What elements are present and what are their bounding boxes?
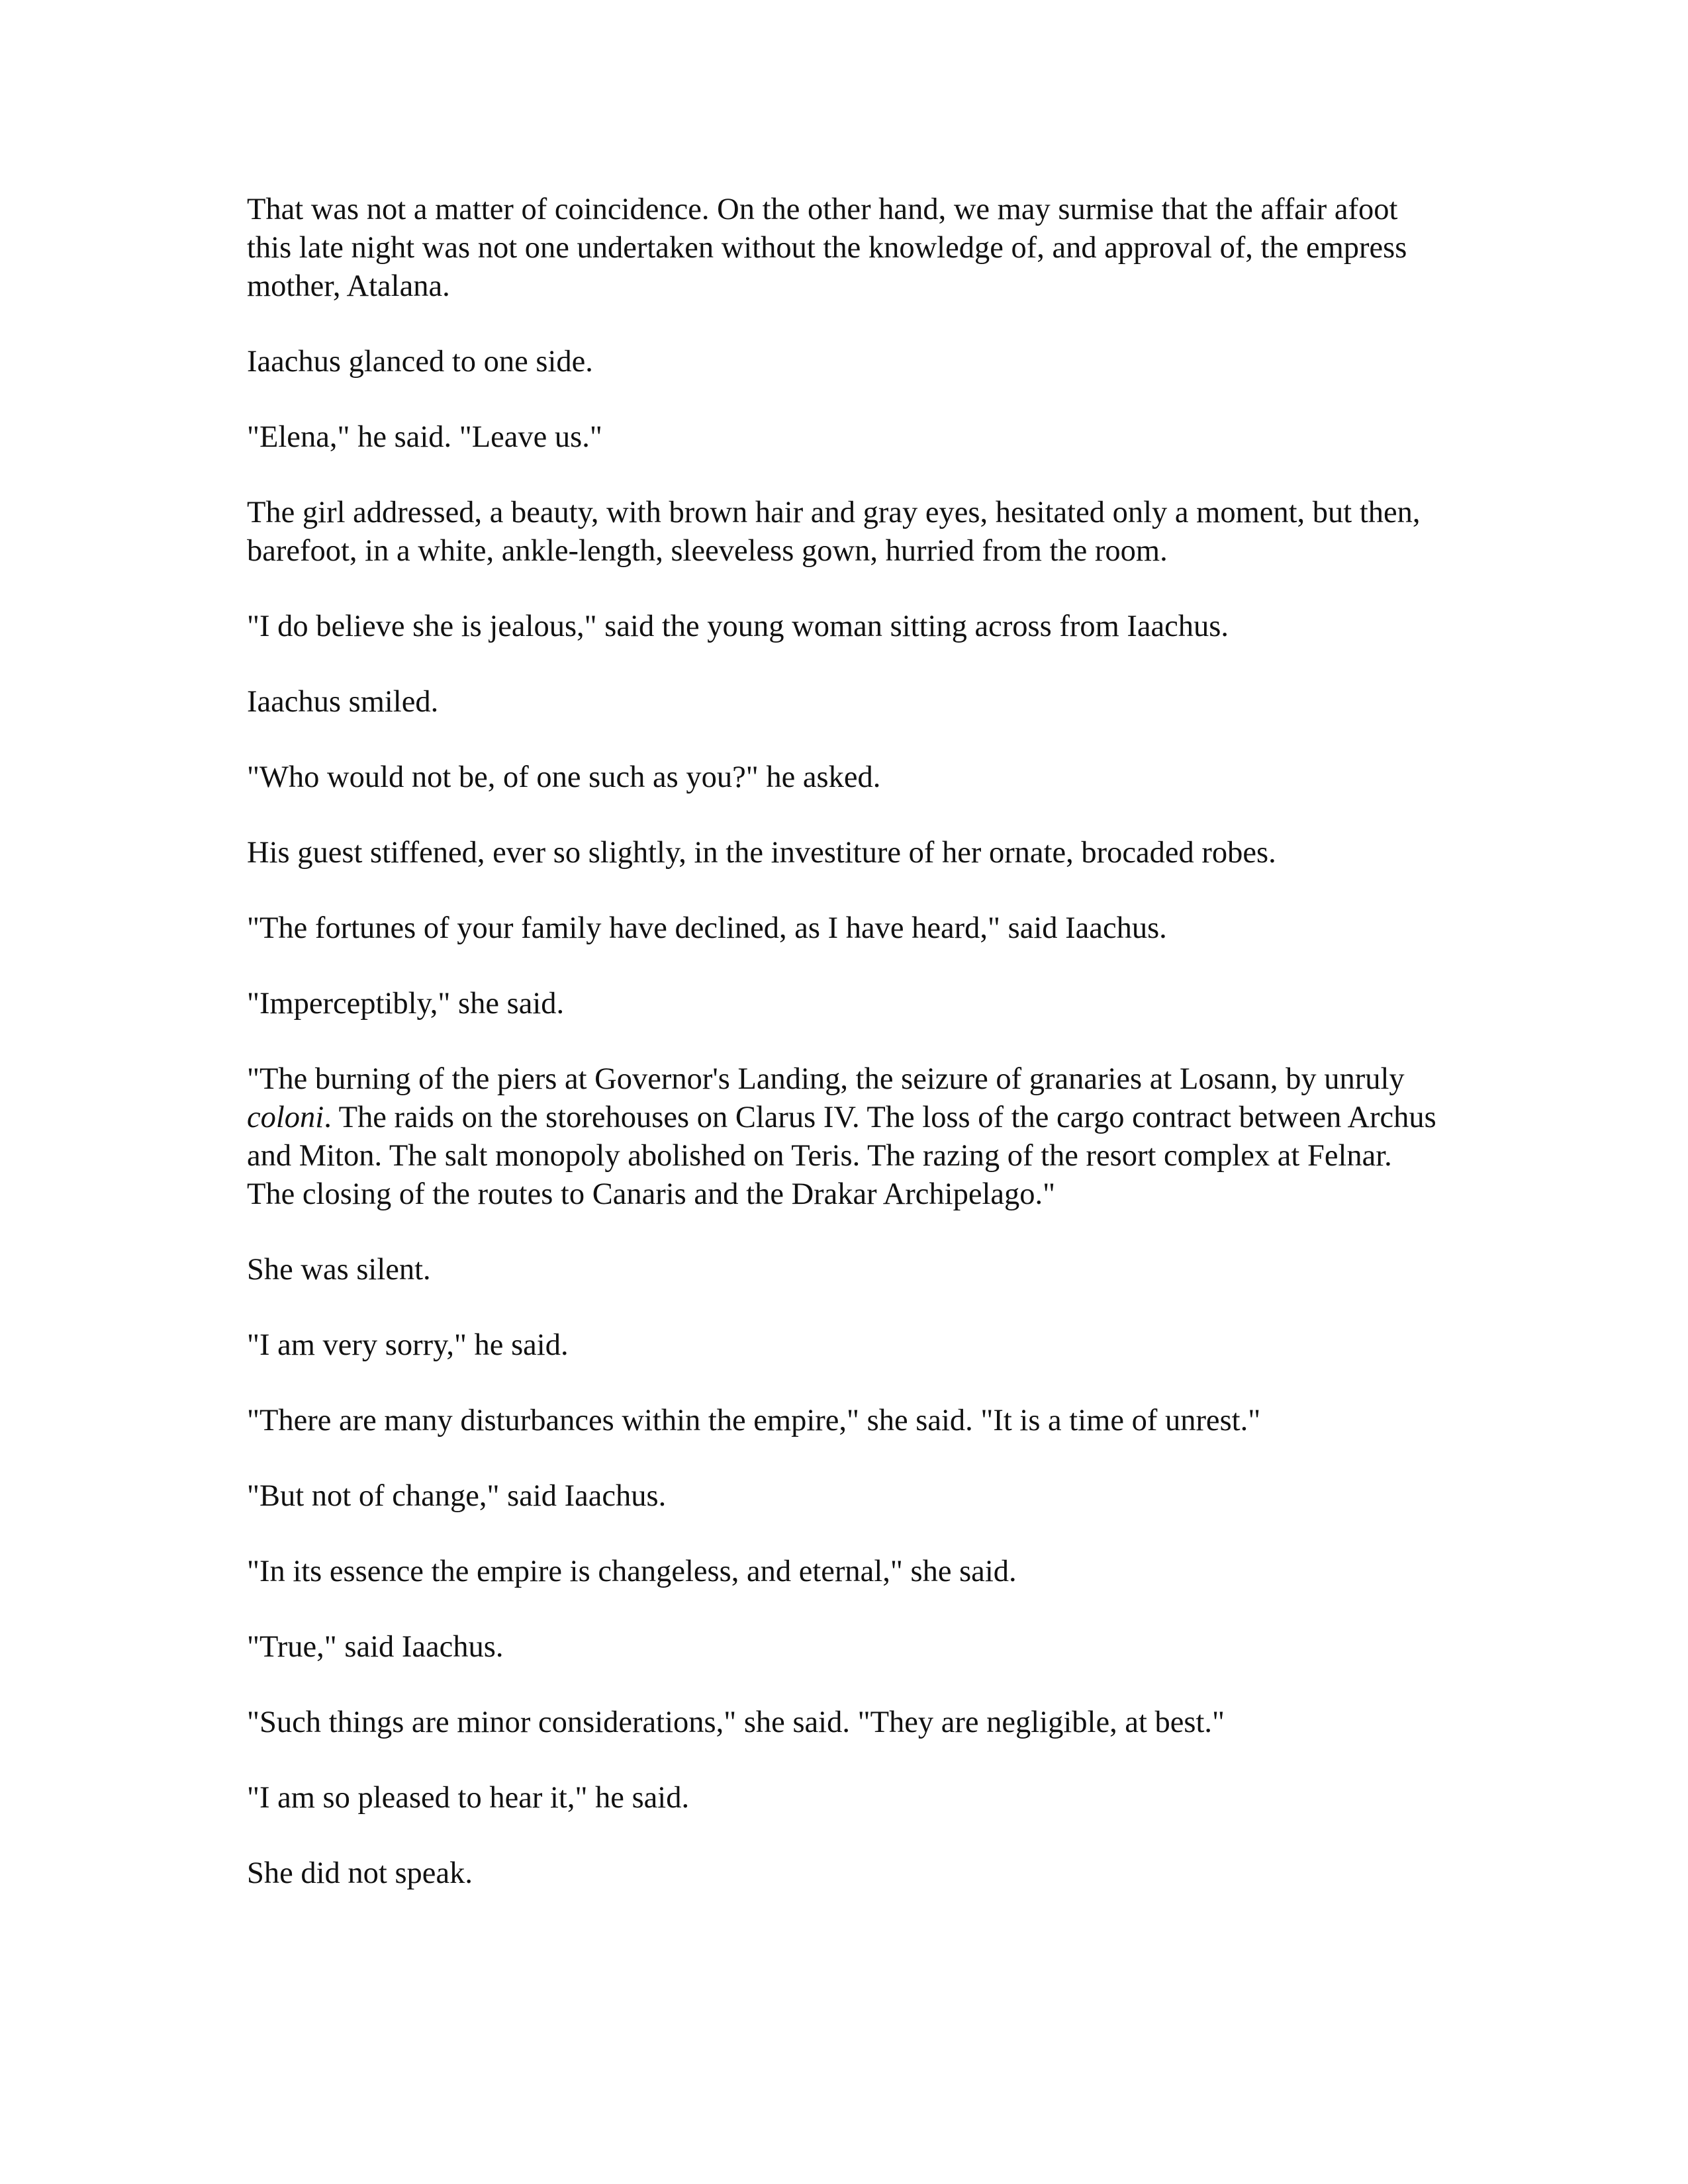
paragraph-14: "There are many disturbances within the empire," she said. "It is a time of unrest.": [247, 1404, 1261, 1437]
paragraph-11-italic-coloni: coloni: [247, 1101, 324, 1134]
paragraph-13: "I am very sorry," he said.: [247, 1328, 569, 1362]
paragraph-4: The girl addressed, a beauty, with brown hair and gray eyes, hesitated only a moment, but then, barefoot, in a white, ankle-length, sleeveless gown, hurried from the room.: [247, 496, 1421, 568]
paragraph-10: "Imperceptibly," she said.: [247, 987, 565, 1021]
paragraph-11: [247, 1060, 1438, 1214]
paragraph-3: "Elena," he said. "Leave us.": [247, 420, 602, 454]
paragraph-16: "In its essence the empire is changeless, and eternal," she said.: [247, 1555, 1017, 1588]
paragraph-2: Iaachus glanced to one side.: [247, 345, 593, 379]
paragraph-8: His guest stiffened, ever so slightly, in the investiture of her ornate, brocaded robes.: [247, 836, 1276, 870]
paragraph-20: She did not speak.: [247, 1856, 473, 1890]
paragraph-11-part-2: . The raids on the storehouses on Clarus IV. The loss of the cargo contract between Archus and Miton. The salt monopoly abolished on Teris. The razing of the resort complex at Felnar. The closing of the routes to Canaris and the Drakar Archipelago.": [247, 1101, 1436, 1211]
paragraph-6: Iaachus smiled.: [247, 685, 439, 719]
paragraph-12: She was silent.: [247, 1253, 431, 1287]
paragraph-5: "I do believe she is jealous," said the young woman sitting across from Iaachus.: [247, 610, 1229, 643]
document-body: [247, 191, 1438, 1930]
paragraph-11-part-1: "The burning of the piers at Governor's Landing, the seizure of granaries at Losann, by unruly: [247, 1062, 1405, 1096]
paragraph-9: "The fortunes of your family have declined, as I have heard," said Iaachus.: [247, 911, 1167, 945]
paragraph-18: "Such things are minor considerations," she said. "They are negligible, at best.": [247, 1706, 1225, 1739]
paragraph-7: "Who would not be, of one such as you?" he asked.: [247, 760, 881, 794]
paragraph-1: That was not a matter of coincidence. On the other hand, we may surmise that the affair afoot this late night was not one undertaken without the knowledge of, and approval of, the empress mother, Atalana.: [247, 193, 1407, 303]
paragraph-17: "True," said Iaachus.: [247, 1630, 504, 1664]
paragraph-15: "But not of change," said Iaachus.: [247, 1479, 667, 1513]
paragraph-19: "I am so pleased to hear it," he said.: [247, 1781, 690, 1815]
